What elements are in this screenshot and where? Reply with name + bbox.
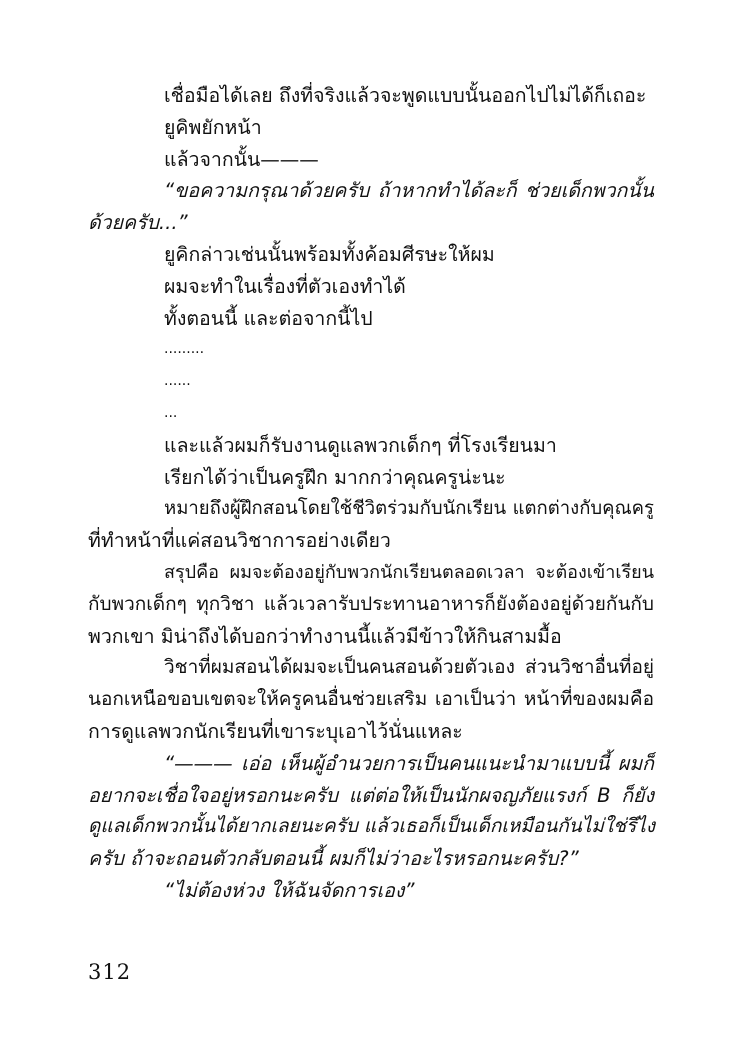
paragraph-line: กับพวกเด็กๆ ทุกวิชา แล้วเวลารับประทานอาหารก็ยังต้องอยู่ด้วยกันกับ bbox=[88, 592, 654, 615]
paragraph-line: ผมจะทำในเรื่องที่ตัวเองทำได้ bbox=[164, 274, 406, 298]
page-number: 312 bbox=[88, 960, 132, 984]
paragraph-line: สรุปคือ ผมจะต้องอยู่กับพวกนักเรียนตลอดเวลา จะต้องเข้าเรียน bbox=[164, 561, 654, 583]
paragraph-line: ยูคิกล่าวเช่นนั้นพร้อมทั้งค้อมศีรษะให้ผม bbox=[164, 242, 495, 266]
dialogue-line: “ไม่ต้องห่วง ให้ฉันจัดการเอง” bbox=[164, 878, 415, 902]
body-text bbox=[88, 80, 654, 907]
paragraph-line: ทั้งตอนนี้ และต่อจากนี้ไป bbox=[164, 306, 373, 330]
paragraph-line: เชื่อมือได้เลย ถึงที่จริงแล้วจะพูดแบบนั้นออกไปไม่ได้ก็เถอะ bbox=[164, 84, 647, 107]
dialogue-line: “ขอความกรุณาด้วยครับ ถ้าหากทำได้ละก็ ช่วยเด็กพวกนั้น bbox=[164, 179, 654, 203]
paragraph-line: แล้วจากนั้น——— bbox=[164, 147, 319, 171]
ellipsis-line: ... bbox=[164, 404, 178, 421]
paragraph-line: การดูแลพวกนักเรียนที่เขาระบุเอาไว้นั่นแหละ bbox=[88, 719, 463, 743]
dialogue-line: ครับ ถ้าจะถอนตัวกลับตอนนี้ ผมก็ไม่ว่าอะไรหรอกนะครับ?” bbox=[88, 847, 579, 871]
dialogue-line: “——— เอ่อ เห็นผู้อำนวยการเป็นคนแนะนำมาแบบนี้ ผมก็ bbox=[164, 751, 654, 775]
ellipsis-line: ...... bbox=[164, 373, 191, 390]
dialogue-line: ด้วยครับ...” bbox=[88, 211, 188, 235]
paragraph-line: เรียกได้ว่าเป็นครูฝึก มากกว่าคุณครูน่ะนะ bbox=[164, 465, 506, 489]
paragraph-line: ที่ทำหน้าที่แค่สอนวิชาการอย่างเดียว bbox=[88, 529, 391, 553]
dialogue-line: ดูแลเด็กพวกนั้นได้ยากเลยนะครับ แล้วเธอก็เป็นเด็กเหมือนกันไม่ใช่รึไง bbox=[88, 815, 656, 838]
paragraph-line: วิชาที่ผมสอนได้ผมจะเป็นคนสอนด้วยตัวเอง ส่วนวิชาอื่นที่อยู่ bbox=[164, 656, 654, 679]
ellipsis-line: ......... bbox=[164, 341, 205, 358]
paragraph-line: ยูคิพยักหน้า bbox=[164, 115, 262, 139]
dialogue-line: อยากจะเชื่อใจอยู่หรอกนะครับ แต่ต่อให้เป็นนักผจญภัยแรงก์ B ก็ยัง bbox=[88, 783, 654, 807]
paragraph-line: และแล้วผมก็รับงานดูแลพวกเด็กๆ ที่โรงเรียนมา bbox=[164, 433, 557, 457]
paragraph-line: พวกเขา มิน่าถึงได้บอกว่าทำงานนี้แล้วมีข้าวให้กินสามมื้อ bbox=[88, 624, 562, 648]
paragraph-line: นอกเหนือขอบเขตจะให้ครูคนอื่นช่วยเสริม เอาเป็นว่า หน้าที่ของผมคือ bbox=[88, 688, 654, 711]
paragraph-line: หมายถึงผู้ฝึกสอนโดยใช้ชีวิตร่วมกับนักเรียน แตกต่างกับคุณครู bbox=[164, 498, 654, 520]
